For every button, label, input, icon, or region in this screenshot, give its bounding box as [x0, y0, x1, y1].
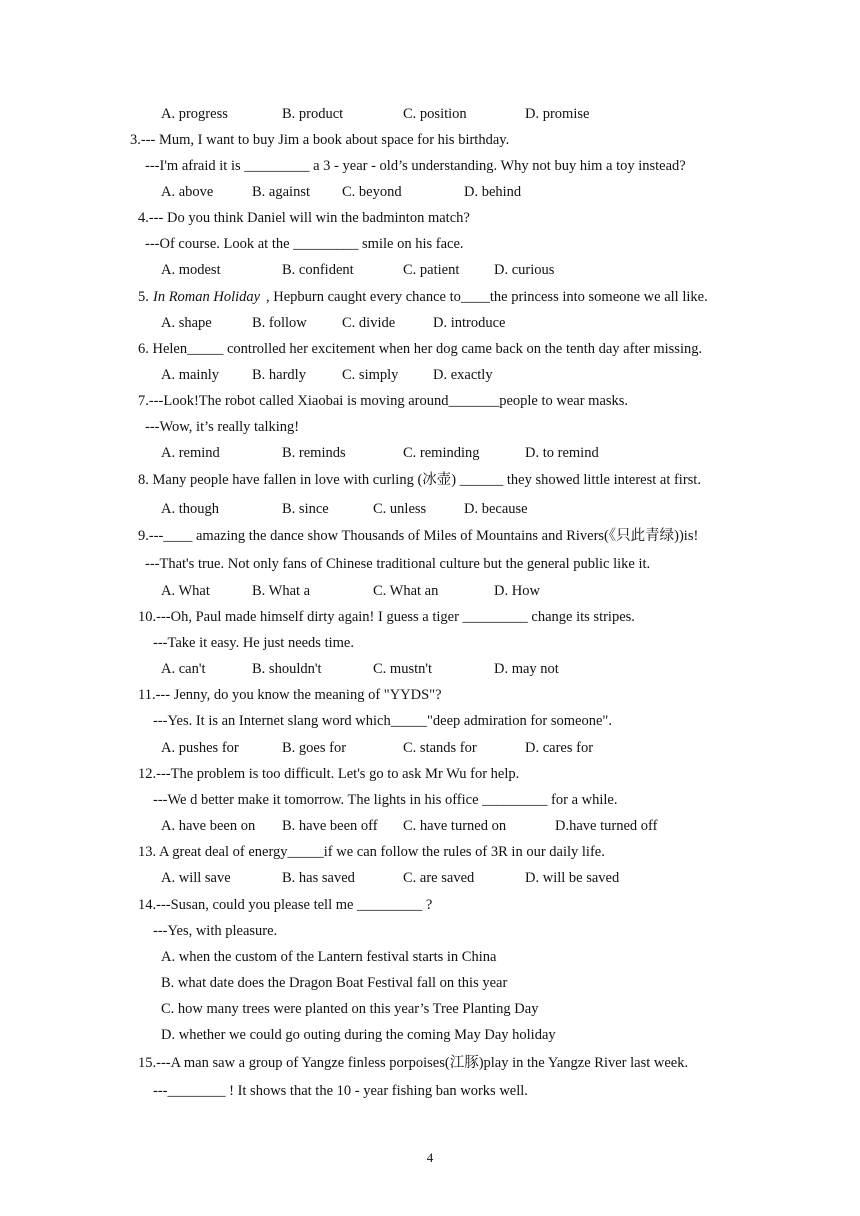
text-line: D. cares for: [525, 740, 594, 756]
text-line: ---Of course. Look at the _________ smile on his face.: [145, 236, 464, 252]
text-line: D. will be saved: [525, 870, 620, 886]
text-line: A. mainly: [161, 367, 219, 383]
text-line: C. divide: [342, 315, 396, 331]
text-line: C. simply: [342, 367, 399, 383]
text-line: B. what date does the Dragon Boat Festival fall on this year: [161, 975, 508, 991]
text-line: B. have been off: [282, 818, 378, 834]
text-line: 8. Many people have fallen in love with curling (冰壶) ______ they showed little interest at first.: [138, 472, 701, 488]
text-line: B. product: [282, 106, 344, 122]
text-line: 9.---____ amazing the dance show Thousands of Miles of Mountains and Rivers(《只此青绿))is!: [138, 528, 699, 544]
text-line: C. how many trees were planted on this year’s Tree Planting Day: [161, 1001, 539, 1017]
text-line: 11.--- Jenny, do you know the meaning of "YYDS"?: [138, 687, 442, 703]
text-line: B. hardly: [252, 367, 306, 383]
text-line: A. shape: [161, 315, 212, 331]
text-line: B. What a: [252, 583, 311, 599]
text-line: A. modest: [161, 262, 221, 278]
text-line: 5.: [138, 289, 153, 305]
text-line: A. above: [161, 184, 214, 200]
text-line: A. progress: [161, 106, 228, 122]
text-line: B. against: [252, 184, 310, 200]
text-line: A. will save: [161, 870, 231, 886]
text-line: D. may not: [494, 661, 559, 677]
text-line: D. promise: [525, 106, 590, 122]
text-line: ---I'm afraid it is _________ a 3 - year - old’s understanding. Why not buy him a toy instead?: [145, 158, 686, 174]
text-line: A. though: [161, 501, 219, 517]
text-line: A. can't: [161, 661, 206, 677]
text-line: 6. Helen_____ controlled her excitement when her dog came back on the tenth day after missing.: [138, 341, 703, 357]
text-line: D.have turned off: [555, 818, 658, 834]
text-line: C. stands for: [403, 740, 477, 756]
text-line: C. What an: [373, 583, 439, 599]
text-line: C. beyond: [342, 184, 402, 200]
text-line: B. shouldn't: [252, 661, 322, 677]
text-line: D. curious: [494, 262, 555, 278]
text-line: B. reminds: [282, 445, 346, 461]
text-line: ---Yes, with pleasure.: [153, 923, 278, 939]
text-line: C. unless: [373, 501, 427, 517]
text-line: C. mustn't: [373, 661, 433, 677]
text-line: A. pushes for: [161, 740, 239, 756]
text-line: D. How: [494, 583, 540, 599]
text-line: ---That's true. Not only fans of Chinese traditional culture but the general public like it.: [145, 556, 651, 572]
text-line: ---We d better make it tomorrow. The lights in his office _________ for a while.: [153, 792, 618, 808]
text-line: D. introduce: [433, 315, 506, 331]
text-line: C. have turned on: [403, 818, 507, 834]
page-number: 4: [426, 1150, 434, 1165]
text-line: C. position: [403, 106, 467, 122]
text-line: ---Take it easy. He just needs time.: [153, 635, 354, 651]
text-line: 14.---Susan, could you please tell me _________ ?: [138, 897, 433, 913]
text-line: A. remind: [161, 445, 220, 461]
text-line: C. are saved: [403, 870, 475, 886]
text-line: D. because: [464, 501, 528, 517]
text-line: C. patient: [403, 262, 460, 278]
text-line: 7.---Look!The robot called Xiaobai is moving around_______people to wear masks.: [138, 393, 629, 409]
text-line: B. goes for: [282, 740, 347, 756]
text-line: A. What: [161, 583, 210, 599]
text-line: B. confident: [282, 262, 354, 278]
text-line: D. exactly: [433, 367, 493, 383]
text-line: C. reminding: [403, 445, 480, 461]
text-line: 4.--- Do you think Daniel will win the badminton match?: [138, 210, 470, 226]
text-line: B. follow: [252, 315, 307, 331]
text-line: ---________ ! It shows that the 10 - year fishing ban works well.: [153, 1083, 528, 1099]
text-line: B. has saved: [282, 870, 355, 886]
text-line: 10.---Oh, Paul made himself dirty again! I guess a tiger _________ change its stripes.: [138, 609, 635, 625]
text-line: 13. A great deal of energy_____if we can follow the rules of 3R in our daily life.: [138, 844, 605, 860]
text-line: 15.---A man saw a group of Yangze finless porpoises(江豚)play in the Yangze River last week.: [138, 1055, 689, 1071]
text-line: , Hepburn caught every chance to____the princess into someone we all like.: [266, 289, 708, 305]
text-line: D. behind: [464, 184, 522, 200]
text-line: B. since: [282, 501, 329, 517]
text-line: 12.---The problem is too difficult. Let's go to ask Mr Wu for help.: [138, 766, 520, 782]
text-line: ---Yes. It is an Internet slang word which_____"deep admiration for someone".: [153, 713, 612, 729]
text-line: ---Wow, it’s really talking!: [145, 419, 300, 435]
text-line: D. whether we could go outing during the coming May Day holiday: [161, 1027, 556, 1043]
text-line: In Roman Holiday: [153, 289, 261, 305]
text-line: D. to remind: [525, 445, 599, 461]
text-line: 3.--- Mum, I want to buy Jim a book about space for his birthday.: [130, 132, 510, 148]
text-line: A. have been on: [161, 818, 256, 834]
text-line: A. when the custom of the Lantern festival starts in China: [161, 949, 497, 965]
